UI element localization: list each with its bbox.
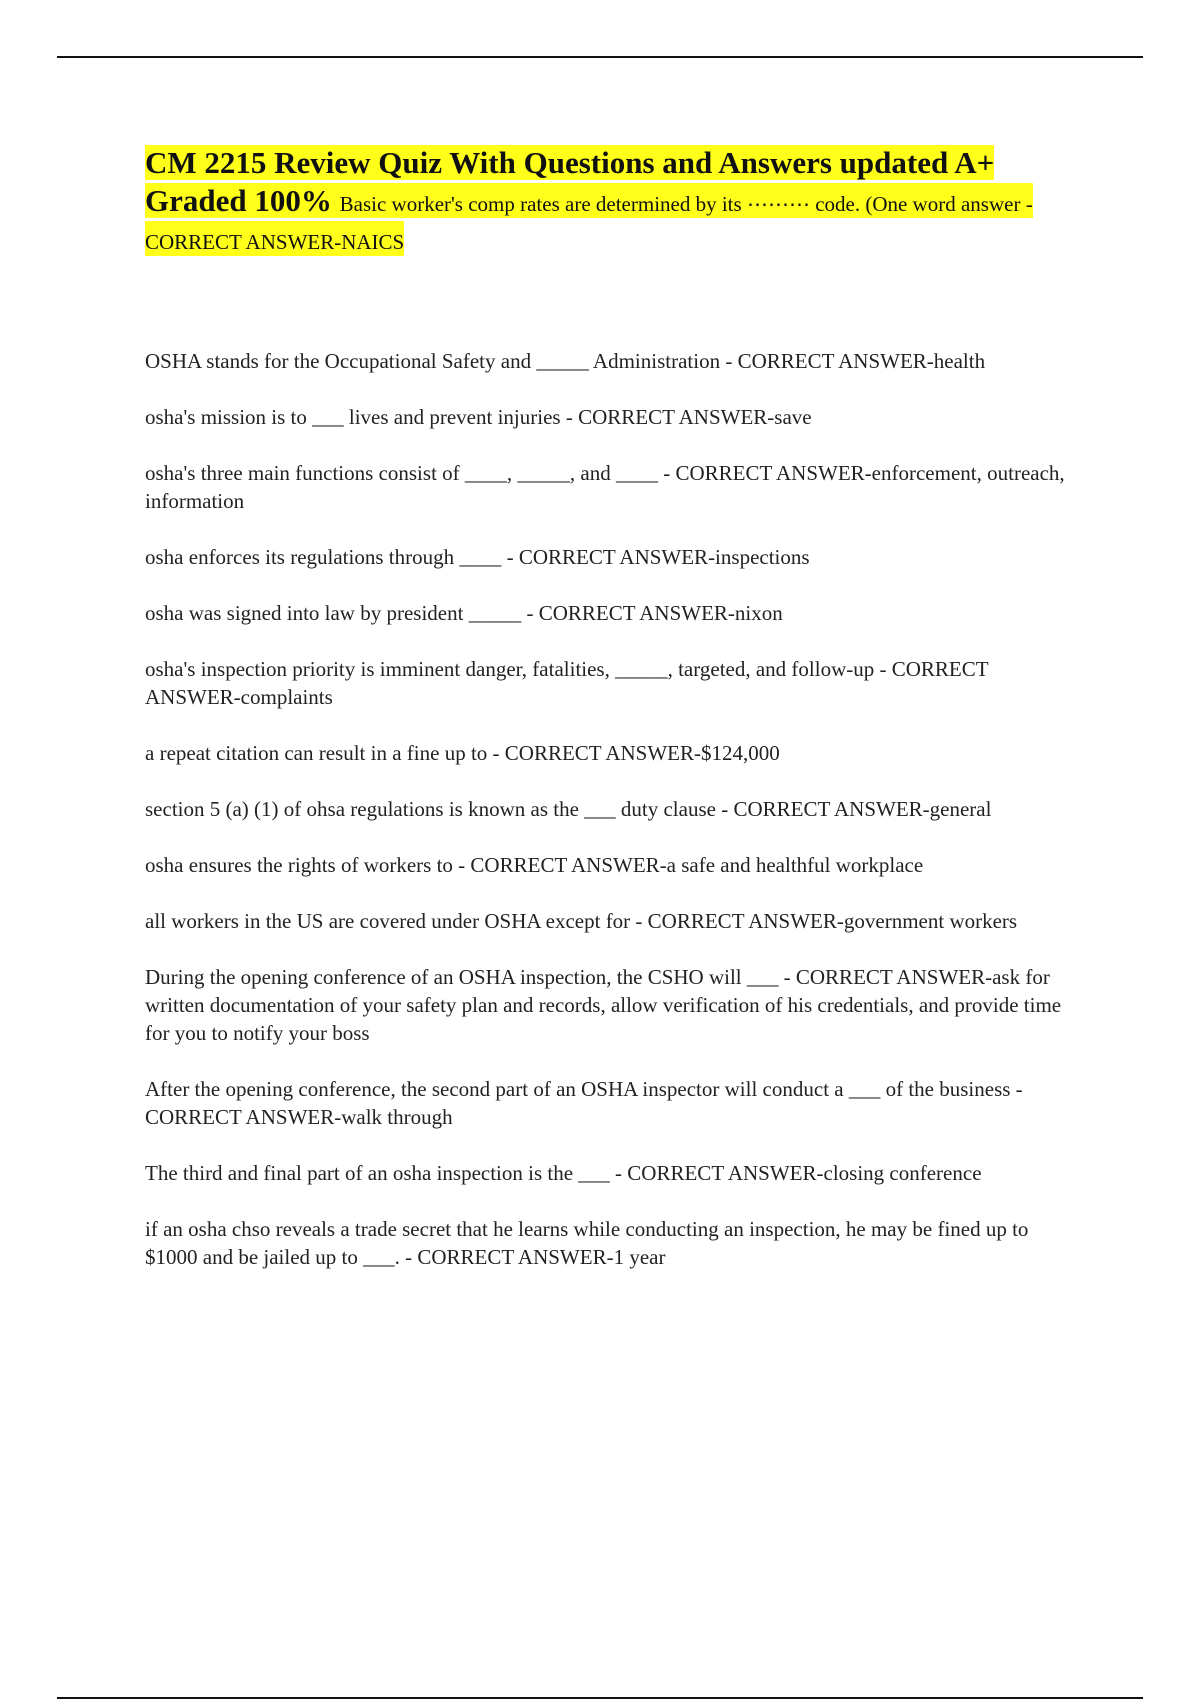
- qa-item: OSHA stands for the Occupational Safety and _____ Administration - CORRECT ANSWER-health: [145, 349, 986, 373]
- document-title: CM 2215 Review Quiz With Questions and Answers updated A+ Graded 100%: [145, 145, 995, 218]
- document-page: [145, 144, 1075, 1299]
- qa-item: osha's inspection priority is imminent danger, fatalities, _____, targeted, and follow-up - CORRECT ANSWER-complaints: [145, 657, 989, 709]
- qa-item: a repeat citation can result in a fine up to - CORRECT ANSWER-$124,000: [145, 741, 780, 765]
- qa-item: section 5 (a) (1) of ohsa regulations is known as the ___ duty clause - CORRECT ANSWER-general: [145, 797, 992, 821]
- qa-item: osha ensures the rights of workers to - CORRECT ANSWER-a safe and healthful workplace: [145, 853, 924, 877]
- document-header: [145, 144, 1075, 258]
- qa-item: The third and final part of an osha inspection is the ___ - CORRECT ANSWER-closing conference: [145, 1161, 982, 1185]
- intro-question: Basic worker's comp rates are determined by its ⋯⋯⋯ code. (One word answer - CORRECT ANSWER-NAICS: [145, 192, 1033, 254]
- highlighted-header: [145, 145, 1033, 256]
- qa-item: osha was signed into law by president _____ - CORRECT ANSWER-nixon: [145, 601, 783, 625]
- qa-item: if an osha chso reveals a trade secret that he learns while conducting an inspection, he may be fined up to $1000 and be jailed up to ___. - CORRECT ANSWER-1 year: [145, 1217, 1029, 1269]
- qa-item: After the opening conference, the second part of an OSHA inspector will conduct a ___ of the business - CORRECT ANSWER-walk through: [145, 1077, 1023, 1129]
- top-rule: [57, 56, 1143, 58]
- qa-list: [145, 347, 1075, 1271]
- qa-item: osha's three main functions consist of ____, _____, and ____ - CORRECT ANSWER-enforcement, outreach, information: [145, 461, 1065, 513]
- qa-item: During the opening conference of an OSHA inspection, the CSHO will ___ - CORRECT ANSWER-ask for written documentation of your safety plan and records, allow verification of his credentials, and provide time for you to notify your boss: [145, 965, 1062, 1045]
- qa-item: osha enforces its regulations through ____ - CORRECT ANSWER-inspections: [145, 545, 810, 569]
- qa-item: all workers in the US are covered under OSHA except for - CORRECT ANSWER-government workers: [145, 909, 1018, 933]
- qa-item: osha's mission is to ___ lives and prevent injuries - CORRECT ANSWER-save: [145, 405, 812, 429]
- bottom-rule: [57, 1697, 1143, 1699]
